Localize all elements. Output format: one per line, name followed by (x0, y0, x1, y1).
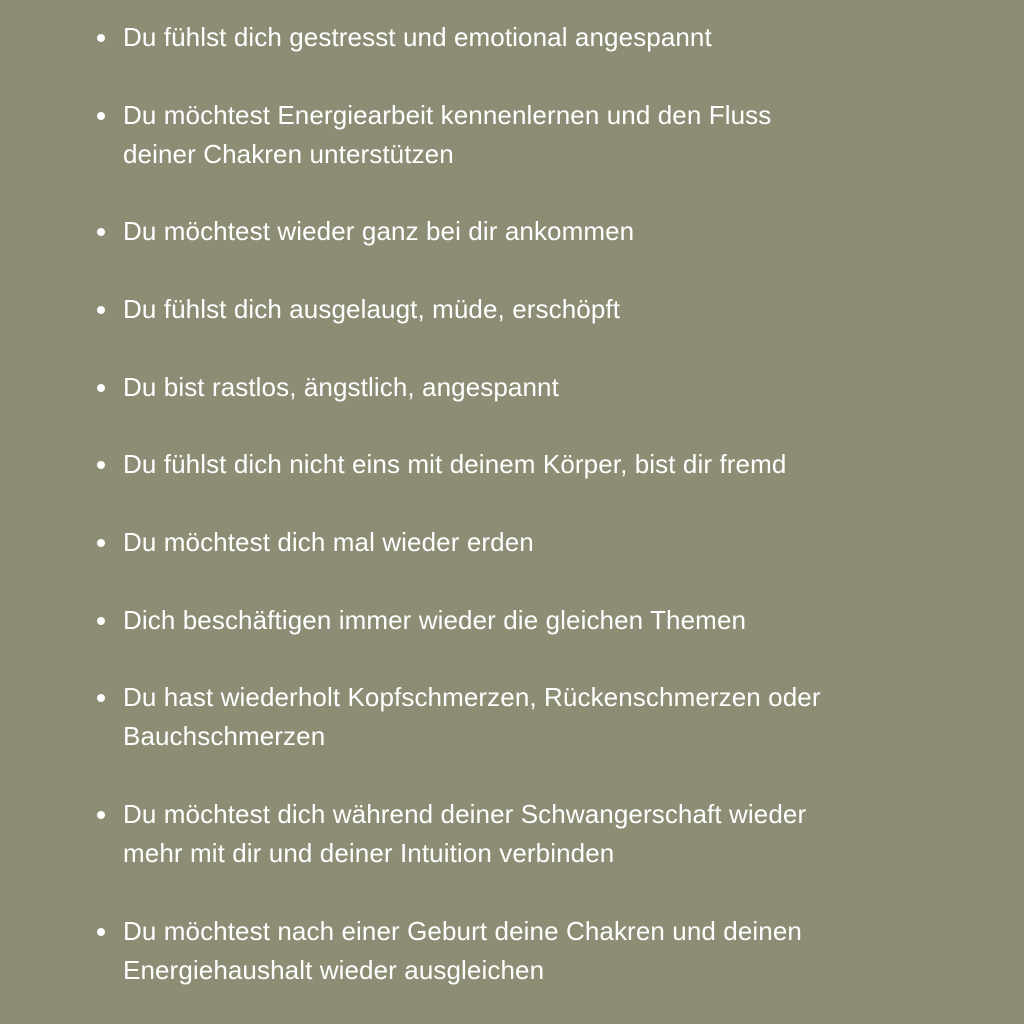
bullet-dot-icon (97, 694, 105, 702)
bullet-dot-icon (97, 228, 105, 236)
list-item-line: Dich beschäftigen immer wieder die gleichen Themen (123, 605, 747, 635)
list-item-line: Du fühlst dich gestresst und emotional angespannt (123, 22, 712, 52)
list-item-text (123, 445, 953, 484)
list-item-text (123, 212, 953, 251)
list-item-line: Du hast wiederholt Kopfschmerzen, Rückenschmerzen oder (123, 682, 821, 712)
bullet-dot-icon (97, 539, 105, 547)
list-item-text (123, 678, 953, 756)
list-item-text (123, 523, 953, 562)
list-item-line: Du möchtest dich während deiner Schwangerschaft wieder (123, 799, 807, 829)
list-item-line: mehr mit dir und deiner Intuition verbinden (123, 838, 615, 868)
list-item-text (123, 96, 953, 174)
list-item-text (123, 912, 953, 990)
list-item-line: Du möchtest Energiearbeit kennenlernen und den Fluss (123, 100, 772, 130)
list-item-line: Du möchtest nach einer Geburt deine Chakren und deinen (123, 916, 802, 946)
list-item-line: Bauchschmerzen (123, 721, 326, 751)
bullet-dot-icon (97, 461, 105, 469)
list-item-text (123, 18, 953, 57)
bullet-dot-icon (97, 384, 105, 392)
list-item-line: Energiehaushalt wieder ausgleichen (123, 955, 545, 985)
list-item-line: Du fühlst dich nicht eins mit deinem Körper, bist dir fremd (123, 449, 787, 479)
bullet-dot-icon (97, 617, 105, 625)
list-item-text (123, 368, 953, 407)
list-item-text (123, 290, 953, 329)
list-item-line: Du bist rastlos, ängstlich, angespannt (123, 372, 559, 402)
bullet-dot-icon (97, 811, 105, 819)
list-item-text (123, 601, 953, 640)
list-item-line: Du möchtest wieder ganz bei dir ankommen (123, 216, 635, 246)
list-item-line: Du möchtest dich mal wieder erden (123, 527, 534, 557)
bullet-dot-icon (97, 34, 105, 42)
bullet-dot-icon (97, 306, 105, 314)
list-item-line: deiner Chakren unterstützen (123, 139, 454, 169)
list-item-text (123, 795, 953, 873)
list-item-line: Du fühlst dich ausgelaugt, müde, erschöpft (123, 294, 621, 324)
bullet-dot-icon (97, 112, 105, 120)
bullet-dot-icon (97, 928, 105, 936)
